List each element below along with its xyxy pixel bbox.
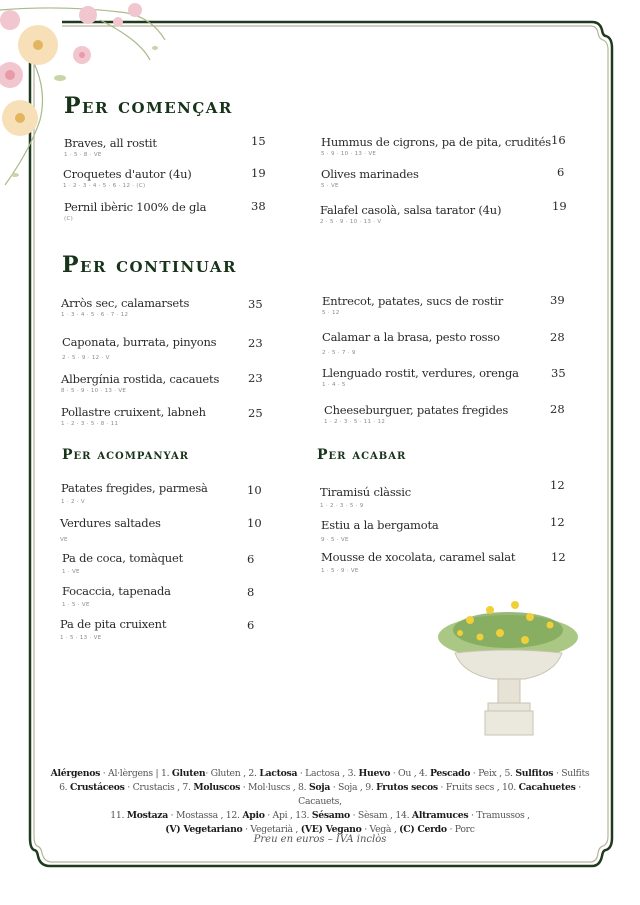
menu-item-price: 6 <box>247 552 255 566</box>
menu-item-price: 8 <box>247 585 255 599</box>
menu-item-price: 12 <box>550 478 565 492</box>
menu-item-price: 25 <box>248 406 263 420</box>
menu-item-name: Pa de coca, tomàquet <box>62 551 184 565</box>
menu-item-price: 19 <box>251 166 266 180</box>
menu-item-name: Caponata, burrata, pinyons <box>62 335 217 349</box>
section-title-per-continuar: Per continuar <box>62 252 237 278</box>
menu-item-allergens: 8 · 5 · 9 · 10 · 13 · VE <box>61 388 127 394</box>
menu-item-allergens: 5 · 9 · 10 · 13 · VE <box>321 151 377 157</box>
menu-item-allergens: 1 · 2 · 3 · 5 · 9 <box>320 503 364 509</box>
menu-item-allergens: (C) <box>64 216 74 222</box>
menu-item-name: Olives marinades <box>321 167 419 181</box>
menu-item-allergens: 1 · 5 · 9 · VE <box>321 568 359 574</box>
menu-item-name: Pollastre cruixent, labneh <box>61 405 206 419</box>
allergen-term: (V) Vegetariano <box>165 824 243 835</box>
menu-item-allergens: 1 · 2 · 3 · 5 · 8 · 11 <box>61 421 119 427</box>
menu-item-name: Llenguado rostit, verdures, orenga <box>322 366 519 380</box>
menu-item-allergens: 1 · 5 · 13 · VE <box>60 635 102 641</box>
allergen-term: Pescado <box>429 768 471 779</box>
menu-item-price: 23 <box>248 336 263 350</box>
menu-item-allergens: 2 · 5 · 7 · 9 <box>322 350 356 356</box>
menu-item-price: 38 <box>251 199 266 213</box>
allergen-term: (VE) Vegano <box>300 824 362 835</box>
menu-item-allergens: 1 · 2 · 3 · 4 · 5 · 6 · 12 · (C) <box>63 183 146 189</box>
menu-item-allergens: 9 · 5 · VE <box>321 537 349 543</box>
menu-item-price: 12 <box>551 550 566 564</box>
legend-line: Alérgenos · Al·lèrgens | 1. Gluten· Gluten , 2. Lactosa · Lactosa , 3. Huevo · Ou , 4. Pescado · Peix , 5. Sulfitos · Sulfits <box>50 768 590 779</box>
section-title-per-acompanyar: Per acompanyar <box>62 447 190 463</box>
menu-item-allergens: VE <box>60 537 68 543</box>
menu-item-price: 16 <box>551 133 566 147</box>
price-footnote: Preu en euros – IVA inclòs <box>253 834 387 845</box>
menu-item-allergens: 1 · 5 · VE <box>62 602 90 608</box>
allergen-term: Crustáceos <box>70 782 125 793</box>
menu-item-allergens: 2 · 5 · 9 · 12 · V <box>62 355 110 361</box>
menu-item-price: 28 <box>550 402 565 416</box>
allergen-term: Frutos secos <box>376 782 438 793</box>
menu-item-allergens: 1 · 5 · 8 · VE <box>64 152 102 158</box>
menu-item-price: 35 <box>551 366 566 380</box>
allergen-term: (C) Cerdo <box>399 824 447 835</box>
menu-item-name: Tiramisú clàssic <box>320 485 411 499</box>
menu-item-price: 10 <box>247 483 262 497</box>
allergen-term: Altramuces <box>411 810 469 821</box>
menu-item-price: 10 <box>247 516 262 530</box>
legend-line: 6. Crustáceos · Crustacis , 7. Moluscos · Mol·luscs , 8. Soja · Soja , 9. Frutos secos · Fruits secs , 10. Cacahuetes · Cacauets, <box>59 782 581 807</box>
menu-item-allergens: 5 · VE <box>321 183 339 189</box>
allergen-term: Sulfitos <box>515 768 554 779</box>
legend-line: 11. Mostaza · Mostassa , 12. Apio · Api , 13. Sésamo · Sèsam , 14. Altramuces · Tramussos , <box>110 810 530 821</box>
allergen-term: Soja <box>308 782 331 793</box>
menu-item-name: Pa de pita cruixent <box>60 617 167 631</box>
section-title-per-acabar: Per acabar <box>317 447 407 463</box>
menu-item-name: Cheeseburguer, patates fregides <box>324 403 509 417</box>
menu-item-price: 12 <box>550 515 565 529</box>
menu-item-price: 28 <box>550 330 565 344</box>
allergen-term: Huevo <box>358 768 391 779</box>
allergen-legend <box>40 767 600 837</box>
menu-item-name: Croquetes d'autor (4u) <box>63 167 192 181</box>
menu-item-name: Mousse de xocolata, caramel salat <box>321 550 516 564</box>
menu-item-price: 6 <box>557 165 565 179</box>
menu-item-name: Braves, all rostit <box>64 136 157 150</box>
allergen-term: Apio <box>242 810 265 821</box>
menu-item-price: 39 <box>550 293 565 307</box>
allergen-term: Lactosa <box>259 768 298 779</box>
menu-item-allergens: 5 · 12 <box>322 310 340 316</box>
menu-item-name: Arròs sec, calamarsets <box>61 296 190 310</box>
menu-item-allergens: 1 · 3 · 4 · 5 · 6 · 7 · 12 <box>61 312 129 318</box>
menu-item-price: 19 <box>552 199 567 213</box>
menu-item-price: 6 <box>247 618 255 632</box>
allergen-term: Sésamo <box>311 810 350 821</box>
section-title-per-comencar: Per començar <box>64 93 233 119</box>
menu-item-name: Focaccia, tapenada <box>62 584 171 598</box>
allergen-term: Gluten <box>171 768 206 779</box>
menu-item-name: Estiu a la bergamota <box>321 518 439 532</box>
menu-item-name: Hummus de cigrons, pa de pita, crudités <box>321 135 551 149</box>
allergen-term: Cacahuetes <box>518 782 576 793</box>
menu-item-name: Falafel casolà, salsa tarator (4u) <box>320 203 502 217</box>
menu-item-name: Calamar a la brasa, pesto rosso <box>322 330 500 344</box>
menu-item-name: Entrecot, patates, sucs de rostir <box>322 294 504 308</box>
allergen-term: Moluscos <box>193 782 241 793</box>
flower-urn-illustration <box>430 595 590 745</box>
menu-item-name: Patates fregides, parmesà <box>61 481 208 495</box>
menu-item-price: 23 <box>248 371 263 385</box>
allergen-term: Alérgenos <box>50 768 101 779</box>
menu-item-allergens: 2 · 5 · 9 · 10 · 13 · V <box>320 219 382 225</box>
allergen-term: Mostaza <box>126 810 169 821</box>
menu-item-allergens: 1 · 2 · 3 · 5 · 11 · 12 <box>324 419 386 425</box>
menu-item-name: Verdures saltades <box>60 516 161 530</box>
menu-item-allergens: 1 · 4 · 5 <box>322 382 346 388</box>
menu-item-name: Albergínia rostida, cacauets <box>61 372 220 386</box>
menu-item-price: 35 <box>248 297 263 311</box>
menu-item-price: 15 <box>251 134 266 148</box>
legend-line: (V) Vegetariano · Vegetarià , (VE) Vegano · Vegà , (C) Cerdo · Porc <box>165 824 475 835</box>
menu-item-allergens: 1 · VE <box>62 569 80 575</box>
menu-item-allergens: 1 · 2 · V <box>61 499 85 505</box>
menu-item-name: Pernil ibèric 100% de gla <box>64 200 207 214</box>
